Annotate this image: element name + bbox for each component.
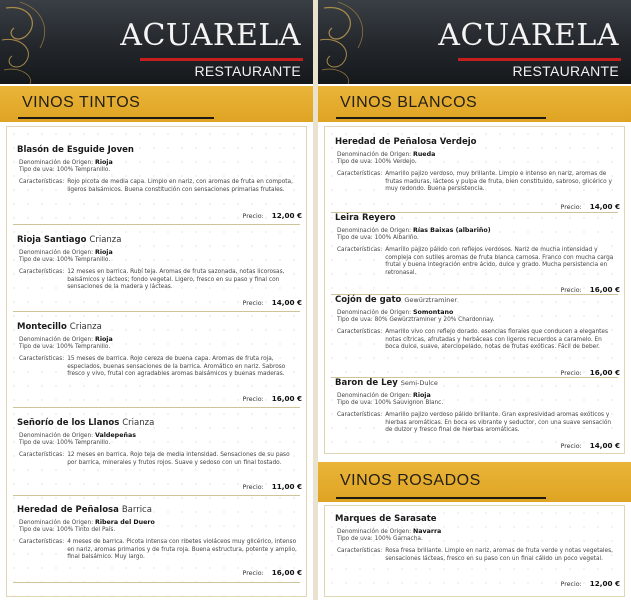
wine-item [17, 418, 298, 467]
wine-list-tintos [6, 126, 307, 597]
wine-origin: Denominación de Origen: Rioja [19, 249, 113, 256]
wine-price: Precio: 16,00 € [560, 368, 620, 377]
wine-price: Precio: 14,00 € [560, 441, 620, 450]
wine-item [17, 505, 298, 562]
brand-name: ACUARELA [438, 18, 619, 53]
wine-item [335, 137, 616, 194]
wine-grape: Tipo de uva: 100% Garnacha. [337, 536, 423, 542]
wine-item [17, 235, 298, 292]
wine-description: Características: Amarillo pajizo pálido con reflejos verdosos. Nariz de mucha intensidad y compleja con sutiles aromas de fruta blanca carnosa. Franco con mucha carga frutal y buena integración entre ácido, dulce y grado. Mucha persistencia en retronasal. [337, 247, 614, 276]
wine-list-rosados [324, 505, 625, 597]
wine-description: Características: Rosa fresa brillante. Limpio en nariz, aromas de fruta verde y notas vegetales, sensaciones lácteas, fresco en su paso con un final cálido un poco vegetal. [337, 548, 613, 562]
brand-subtitle: RESTAURANTE [194, 63, 301, 79]
wine-description: Características: 4 meses de barrica. Picota intensa con ribetes violáceos muy glicérico, intenso en nariz, aromas primarios y de fruta roja. Buena estructura, potente y amplio, final balsámico. Muy largo. [19, 539, 297, 561]
section-header-blancos [318, 86, 631, 122]
wine-price: Precio: 14,00 € [242, 298, 302, 307]
section-header-rosados [318, 462, 631, 502]
wine-grape: Tipo de uva: 100% Tempranillo. [19, 257, 111, 263]
wine-divider [13, 224, 300, 225]
wine-name: Cojón de gato Gewürztraminer [335, 295, 458, 305]
wine-name: Baron de Ley Semi-Dulce [335, 378, 438, 388]
wine-divider [13, 495, 300, 496]
section-underline [336, 117, 546, 119]
wine-name: Heredad de Peñalosa Verdejo [335, 137, 477, 147]
wine-price: Precio: 12,00 € [560, 579, 620, 588]
wine-grape: Tipo de uva: 100% Sauvignon Blanc. [337, 400, 444, 406]
wine-price: Precio: 16,00 € [242, 394, 302, 403]
wine-item [335, 378, 616, 435]
wine-name: Leira Reyero [335, 213, 396, 223]
wine-item [17, 322, 298, 379]
wine-grape: Tipo de uva: 100% Tinto del País. [19, 527, 116, 533]
wine-name: Rioja Santiago Crianza [17, 235, 122, 245]
wine-item [335, 213, 616, 277]
wine-name: Marques de Sarasate [335, 514, 437, 524]
wine-description: Características: Amarillo vivo con reflejo dorado. esencias florales que conducen a elegantes notas cítricas, afrutadas y herbáceas con ligeros recuerdos a caramelo. En boca dulce, suave, aterciopelado, notas de frutas exóticas. Fácil de beber. [337, 329, 608, 351]
brand-subtitle: RESTAURANTE [512, 63, 619, 79]
ornament-swirl-icon [0, 0, 70, 84]
wine-price: Precio: 11,00 € [242, 482, 302, 491]
wine-origin: Denominación de Origen: Rioja [337, 392, 431, 399]
brand-header [0, 0, 313, 84]
section-title: VINOS BLANCOS [340, 94, 478, 111]
ornament-swirl-icon [318, 0, 388, 84]
brand-name: ACUARELA [120, 18, 301, 53]
section-header-tintos [0, 86, 313, 122]
wine-origin: Denominación de Origen: Rioja [19, 336, 113, 343]
wine-name: Heredad de Peñalosa Barrica [17, 505, 152, 515]
wine-item [335, 514, 616, 563]
wine-origin: Denominación de Origen: Valdepeñas [19, 432, 136, 439]
wine-name: Blasón de Esguide Joven [17, 145, 134, 155]
wine-item [17, 145, 298, 194]
brand-red-rule [140, 58, 303, 61]
brand-header [318, 0, 631, 84]
section-underline [336, 497, 546, 499]
wine-divider [13, 582, 300, 583]
wine-price: Precio: 16,00 € [242, 568, 302, 577]
wine-list-blancos [324, 126, 625, 454]
wine-item [335, 295, 616, 352]
wine-description: Características: 15 meses de barrica. Rojo cereza de buena capa. Aromas de fruta roja, especiados, buenas sensaciones de la barrica. Aromático en nariz. Sabroso fresco y vivo, frutal con agradables aromas balsámicos y buenas maderas. [19, 356, 286, 378]
wine-description: Características: 12 meses en barrica. Rojo teja de media intensidad. Sensaciones de su paso por barrica, minerales y frutos rojos. Suave y sedoso con un final tostado. [19, 452, 290, 466]
wine-description: Características: Rojo picota de media capa. Limpio en nariz, con aromas de fruta en compota, ligeros balsámicos. Buena constitución con sensaciones primarias frutales. [19, 179, 293, 193]
wine-origin: Denominación de Origen: Navarra [337, 528, 442, 535]
wine-origin: Denominación de Origen: Rioja [19, 159, 113, 166]
wine-divider [13, 407, 300, 408]
menu-panel-left [0, 0, 313, 600]
wine-description: Características: Amarillo pajizo verdoso pálido brillante. Gran expresividad aromas exóticos y hierbas aromáticas. En boca es vibrante y seductor, con una suave sensación de dulzor y fresco final de hierbas aromáticas. [337, 412, 612, 434]
wine-origin: Denominación de Origen: Somontano [337, 309, 454, 316]
section-underline [18, 117, 214, 119]
wine-origin: Denominación de Origen: Rías Baixas (albariño) [337, 227, 491, 234]
section-title: VINOS TINTOS [22, 94, 141, 111]
wine-grape: Tipo de uva: 80% Gewürztraminer y 20% Chardonnay. [337, 317, 495, 323]
wine-origin: Denominación de Origen: Ribera del Duero [19, 519, 155, 526]
brand-red-rule [458, 58, 621, 61]
wine-grape: Tipo de uva: 100% Albariño. [337, 235, 419, 241]
wine-origin: Denominación de Origen: Rueda [337, 151, 436, 158]
wine-grape: Tipo de uva: 100% Tempranillo. [19, 167, 111, 173]
section-title: VINOS ROSADOS [340, 472, 481, 489]
wine-description: Características: 12 meses en barrica. Rubí teja. Aromas de fruta sazonada, notas licorosas, balsámicos y lácteos; fondo vegetal. Ligero, fresco en su paso y final con sensaciones de la madera y lácteas. [19, 269, 285, 291]
wine-name: Montecillo Crianza [17, 322, 102, 332]
wine-price: Precio: 14,00 € [560, 202, 620, 211]
wine-grape: Tipo de uva: 100% Verdejo. [337, 159, 417, 165]
wine-price: Precio: 16,00 € [560, 285, 620, 294]
wine-price: Precio: 12,00 € [242, 211, 302, 220]
menu-panel-right [318, 0, 631, 600]
wine-description: Características: Amarillo pajizo verdoso, muy brillante. Limpio e intenso en nariz, aromas de frutas maduras, lácteos y pulpa de fruta, bien constituido, sabroso, glicérico y muy redondo. Buena persistencia. [337, 171, 612, 193]
wine-name: Señorío de los Llanos Crianza [17, 418, 155, 428]
wine-grape: Tipo de uva: 100% Tempranillo. [19, 344, 111, 350]
wine-divider [13, 311, 300, 312]
wine-grape: Tipo de uva: 100% Tempranillo. [19, 440, 111, 446]
